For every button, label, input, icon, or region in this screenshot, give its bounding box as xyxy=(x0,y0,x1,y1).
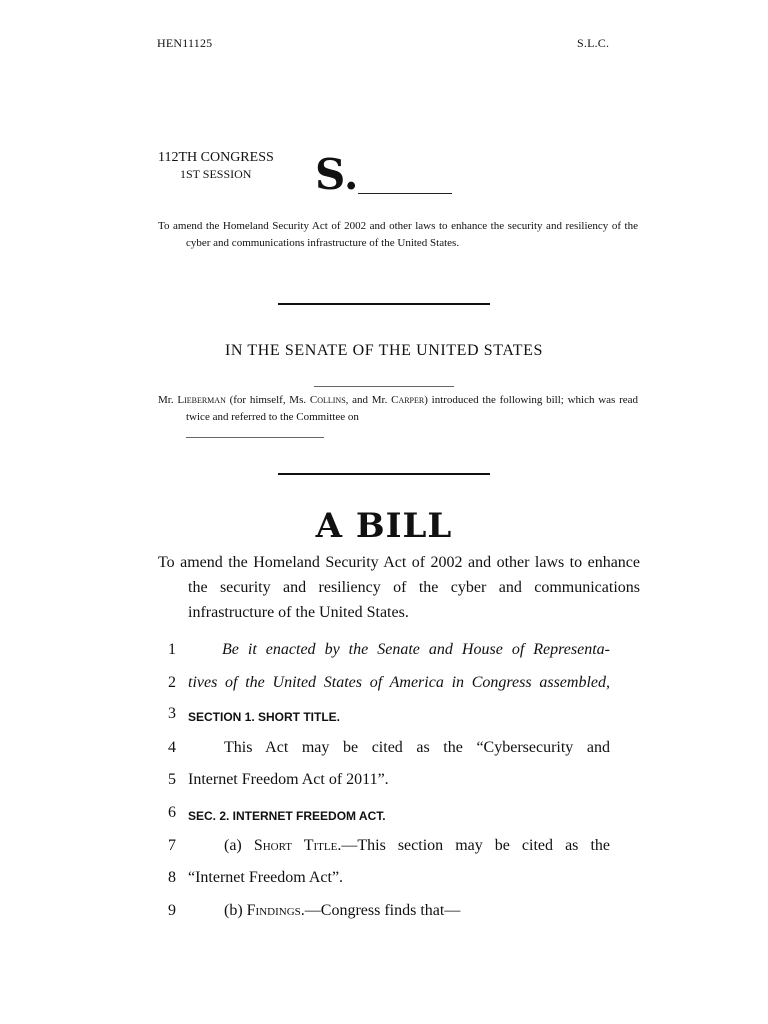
cosponsor-name: Collins xyxy=(309,394,346,406)
line-number: 7 xyxy=(168,837,176,854)
introduction-statement: Mr. Lieberman (for himself, Ms. Collins, and Mr. Carper) introduced the following bill; which was read twice and referred to the Committee on xyxy=(158,394,638,423)
bill-purpose: To amend the Homeland Security Act of 2002 and other laws to enhance the security and resiliency of the cyber and communications infrastructure of the United States. xyxy=(158,554,640,621)
subsection-line: (b) Findings.—Congress finds that— xyxy=(224,902,461,919)
line-number: 3 xyxy=(168,705,176,722)
line-number: 5 xyxy=(168,771,176,788)
subsection-heading: Short Title xyxy=(253,837,338,854)
body-text-line: This Act may be cited as the “Cybersecurity and xyxy=(224,739,610,756)
line-number: 8 xyxy=(168,869,176,886)
body-text-line: “Internet Freedom Act”. xyxy=(188,869,344,886)
line-number: 9 xyxy=(168,902,176,919)
sponsor-name: Lieberman xyxy=(177,394,226,406)
subsection-line: (a) Short Title.—This section may be cited as the xyxy=(224,837,610,854)
body-text-line: Internet Freedom Act of 2011”. xyxy=(188,771,389,788)
enacting-clause-line: Be it enacted by the Senate and House of Representa- xyxy=(222,641,610,658)
congress-label: 112TH CONGRESS xyxy=(158,150,274,165)
line-number: 4 xyxy=(168,739,176,756)
committee-blank xyxy=(186,437,324,438)
cosponsor-name: Carper xyxy=(391,394,425,406)
subsection-heading: Findings xyxy=(246,902,301,919)
chamber-heading: IN THE SENATE OF THE UNITED STATES xyxy=(224,342,544,359)
line-number: 2 xyxy=(168,674,176,691)
section-heading: SECTION 1. SHORT TITLE. xyxy=(188,710,341,724)
line-number: 6 xyxy=(168,804,176,821)
enacting-clause-line: tives of the United States of America in Congress assembled, xyxy=(188,674,610,691)
line-number: 1 xyxy=(168,641,176,658)
bill-number: S. xyxy=(315,150,359,199)
chamber-divider xyxy=(314,386,454,387)
office-code: S.L.C. xyxy=(577,36,610,50)
bill-title: A BILL xyxy=(315,506,453,546)
section-heading: SEC. 2. INTERNET FREEDOM ACT. xyxy=(188,809,386,823)
document-id: HEN11125 xyxy=(157,36,213,50)
divider-rule xyxy=(278,473,490,475)
session-label: 1ST SESSION xyxy=(180,167,252,181)
purpose-summary: To amend the Homeland Security Act of 2002 and other laws to enhance the security and resiliency of the cyber and communications infrastructure of the United States. xyxy=(158,220,638,249)
divider-rule xyxy=(278,303,490,305)
bill-number-blank xyxy=(358,193,452,194)
